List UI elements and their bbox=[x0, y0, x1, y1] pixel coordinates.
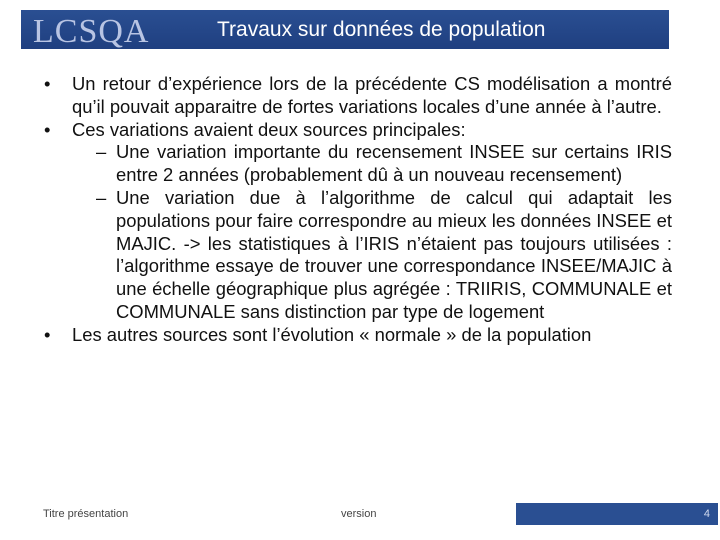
sub-bullet-marker: – bbox=[96, 186, 107, 208]
content-body bbox=[40, 73, 672, 347]
sub-bullet-text: Une variation due à l’algorithme de calcul qui adaptait les populations pour faire correspondre au mieux les données INSEE et MAJIC. -> les statistiques à l’IRIS n’étaient pas toujours utilisées : l’algorithme essaye de trouver une correspondance INSEE/MAJIC à une échelle géographique plus agrégée : TRIIRIS, COMMUNALE et COMMUNALE sans distinction par type de logement bbox=[116, 186, 672, 322]
logo-text: LCSQA bbox=[33, 13, 150, 49]
bullet-item bbox=[40, 119, 672, 142]
bullet-text: Ces variations avaient deux sources principales: bbox=[72, 118, 466, 140]
page-number: 4 bbox=[703, 508, 710, 520]
bullet-text: Un retour d’expérience lors de la précédente CS modélisation a montré qu’il pouvait apparaitre de fortes variations locales d’une année à l’autre. bbox=[72, 73, 672, 117]
bullet-marker: • bbox=[44, 73, 51, 94]
sub-bullet-marker: – bbox=[96, 141, 107, 163]
footer-page-bar bbox=[516, 503, 718, 525]
footer-version: version bbox=[341, 508, 377, 520]
footer-presentation-title: Titre présentation bbox=[43, 508, 129, 520]
lcsqa-logo bbox=[27, 10, 187, 49]
sub-bullet-item bbox=[40, 187, 672, 324]
bullet-text: Les autres sources sont l’évolution « normale » de la population bbox=[72, 323, 592, 345]
bullet-marker: • bbox=[44, 118, 51, 140]
sub-bullet-item bbox=[40, 141, 672, 187]
bullet-item bbox=[40, 73, 672, 119]
page-title: Travaux sur données de population bbox=[217, 17, 546, 41]
bullet-marker: • bbox=[44, 323, 51, 345]
header-bar bbox=[21, 10, 669, 49]
sub-bullet-text: Une variation importante du recensement INSEE sur certains IRIS entre 2 années (probablement dû à un nouveau recensement) bbox=[116, 141, 672, 186]
bullet-item bbox=[40, 324, 672, 347]
